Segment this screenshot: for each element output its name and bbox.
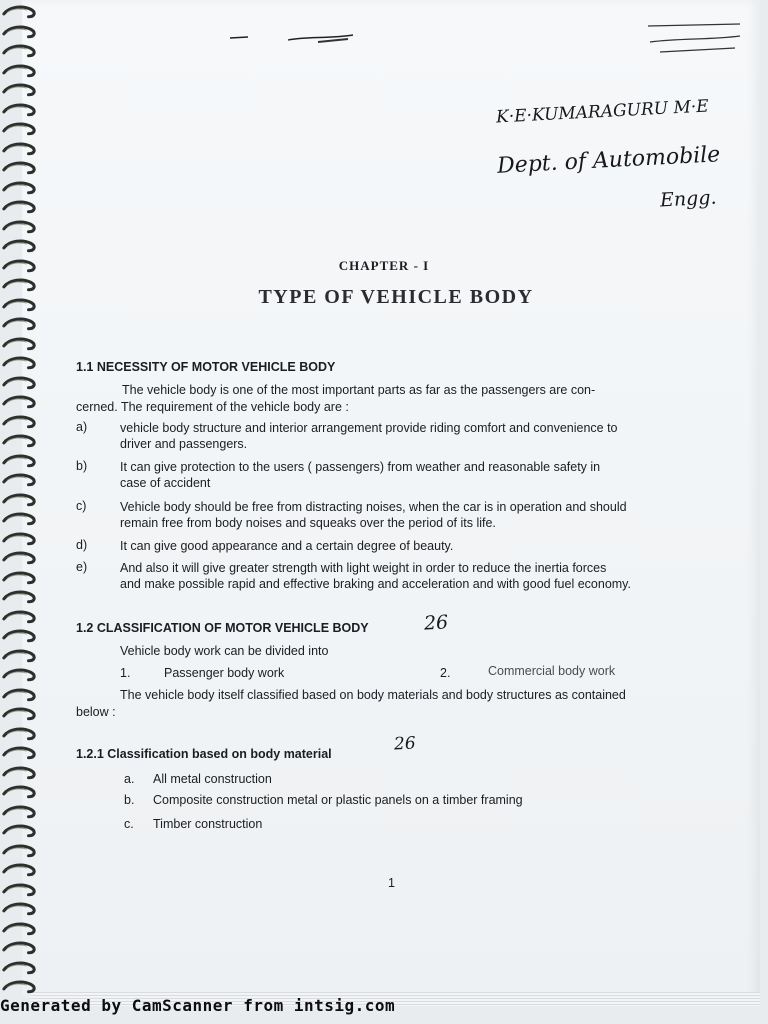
- material-item-label: c.: [124, 817, 134, 831]
- list-item-line: and make possible rapid and effective braking and acceleration and with good fuel economy.: [120, 577, 631, 591]
- chapter-title: TYPE OF VEHICLE BODY: [258, 286, 534, 308]
- spiral-coil: [2, 667, 38, 683]
- spiral-coil: [2, 823, 38, 839]
- option-1-text: Passenger body work: [164, 666, 285, 680]
- spiral-coil: [2, 765, 38, 781]
- section-1-2-note-line-1: The vehicle body itself classified based on body materials and body structures as contained: [120, 688, 626, 702]
- material-item-text: All metal construction: [153, 772, 272, 786]
- list-item: [120, 459, 720, 491]
- spiral-coil: [2, 960, 38, 976]
- spiral-coil: [2, 336, 38, 352]
- spiral-coil: [2, 648, 38, 664]
- spiral-coil: [2, 82, 38, 98]
- spiral-coil: [2, 24, 38, 40]
- section-1-1-intro-line-2: cerned. The requirement of the vehicle body are :: [76, 400, 349, 414]
- spiral-coil: [2, 609, 38, 625]
- spiral-coil: [2, 199, 38, 215]
- spiral-coil: [2, 492, 38, 508]
- spiral-coil: [2, 141, 38, 157]
- list-item-line: Vehicle body should be free from distracting noises, when the car is in operation and should: [120, 500, 627, 514]
- section-1-1-intro-line-1: The vehicle body is one of the most important parts as far as the passengers are con-: [122, 383, 596, 397]
- material-item-label: a.: [124, 772, 135, 786]
- chapter-label: CHAPTER - I: [338, 258, 430, 273]
- option-2-text: Commercial body work: [488, 664, 616, 678]
- spiral-coil: [2, 121, 38, 137]
- pen-scratch-right: [640, 18, 750, 58]
- spiral-coil: [2, 843, 38, 859]
- spiral-coil: [2, 804, 38, 820]
- spiral-coil: [2, 433, 38, 449]
- scanner-watermark-text: Generated by CamScanner from intsig.com: [0, 996, 396, 1015]
- list-item: [120, 560, 720, 592]
- spiral-coil: [2, 102, 38, 118]
- spiral-coil: [2, 550, 38, 566]
- handwritten-author: K·E·KUMARAGURU M·E: [495, 96, 710, 128]
- spiral-coil: [2, 921, 38, 937]
- spiral-coil: [2, 784, 38, 800]
- list-item-label: c): [76, 499, 87, 513]
- section-heading-1-2: 1.2 CLASSIFICATION OF MOTOR VEHICLE BODY: [76, 621, 369, 635]
- list-item-line: It can give good appearance and a certain degree of beauty.: [120, 539, 454, 553]
- spiral-coil: [2, 316, 38, 332]
- list-item-line: It can give protection to the users ( passengers) from weather and reasonable safety in: [120, 460, 601, 474]
- material-item-text: Timber construction: [153, 817, 263, 831]
- list-item: [120, 420, 720, 452]
- spiral-coil: [2, 589, 38, 605]
- spiral-coil: [2, 63, 38, 79]
- spiral-coil: [2, 687, 38, 703]
- spiral-coil: [2, 160, 38, 176]
- list-item: [120, 538, 720, 554]
- list-item-label: e): [76, 560, 88, 574]
- material-item-text: Composite construction metal or plastic panels on a timber framing: [153, 793, 523, 807]
- list-item-label: d): [76, 538, 88, 552]
- list-item-label: b): [76, 459, 88, 473]
- handwritten-engg: Engg.: [659, 186, 718, 212]
- spiral-coil: [2, 726, 38, 742]
- spiral-coil: [2, 901, 38, 917]
- handwritten-mark-2: 26: [393, 733, 417, 755]
- list-item-line: remain free from body noises and squeaks over the period of its life.: [120, 516, 496, 530]
- handwritten-department: Dept. of Automobile: [496, 142, 721, 179]
- section-1-2-intro: Vehicle body work can be divided into: [120, 644, 329, 658]
- spiral-coil: [2, 570, 38, 586]
- spiral-coil: [2, 453, 38, 469]
- material-item-label: b.: [124, 793, 135, 807]
- spiral-coil: [2, 4, 38, 20]
- option-2-number: 2.: [440, 666, 451, 680]
- spiral-coil: [2, 531, 38, 547]
- spiral-coil: [2, 414, 38, 430]
- spiral-coil: [2, 882, 38, 898]
- spiral-coil: [2, 862, 38, 878]
- spiral-coil: [2, 706, 38, 722]
- spiral-coil: [2, 511, 38, 527]
- list-item-line: vehicle body structure and interior arrangement provide riding comfort and convenience to: [120, 421, 618, 435]
- page-number: 1: [388, 876, 395, 890]
- spiral-coil: [2, 180, 38, 196]
- spiral-coil: [2, 472, 38, 488]
- spiral-coil: [2, 628, 38, 644]
- spiral-coil: [2, 43, 38, 59]
- option-1-number: 1.: [120, 666, 131, 680]
- spiral-coil: [2, 238, 38, 254]
- spiral-coil: [2, 355, 38, 371]
- list-item-label: a): [76, 420, 88, 434]
- list-item: [120, 499, 720, 531]
- spiral-coil: [2, 979, 38, 995]
- handwritten-mark-1: 26: [423, 611, 449, 635]
- section-heading-1-2-1: 1.2.1 Classification based on body material: [76, 747, 332, 761]
- list-item-line: And also it will give greater strength with light weight in order to reduce the inertia forces: [120, 561, 607, 575]
- spiral-coil: [2, 745, 38, 761]
- spiral-coil: [2, 394, 38, 410]
- spiral-coil: [2, 940, 38, 956]
- section-heading-1-1: 1.1 NECESSITY OF MOTOR VEHICLE BODY: [76, 360, 336, 374]
- list-item-line: case of accident: [120, 476, 211, 490]
- spiral-coil: [2, 375, 38, 391]
- spiral-binding: [0, 0, 44, 1000]
- list-item-line: driver and passengers.: [120, 437, 248, 451]
- section-1-2-note-line-2: below :: [76, 705, 116, 719]
- pen-scratch-left: [228, 30, 358, 46]
- spiral-coil: [2, 219, 38, 235]
